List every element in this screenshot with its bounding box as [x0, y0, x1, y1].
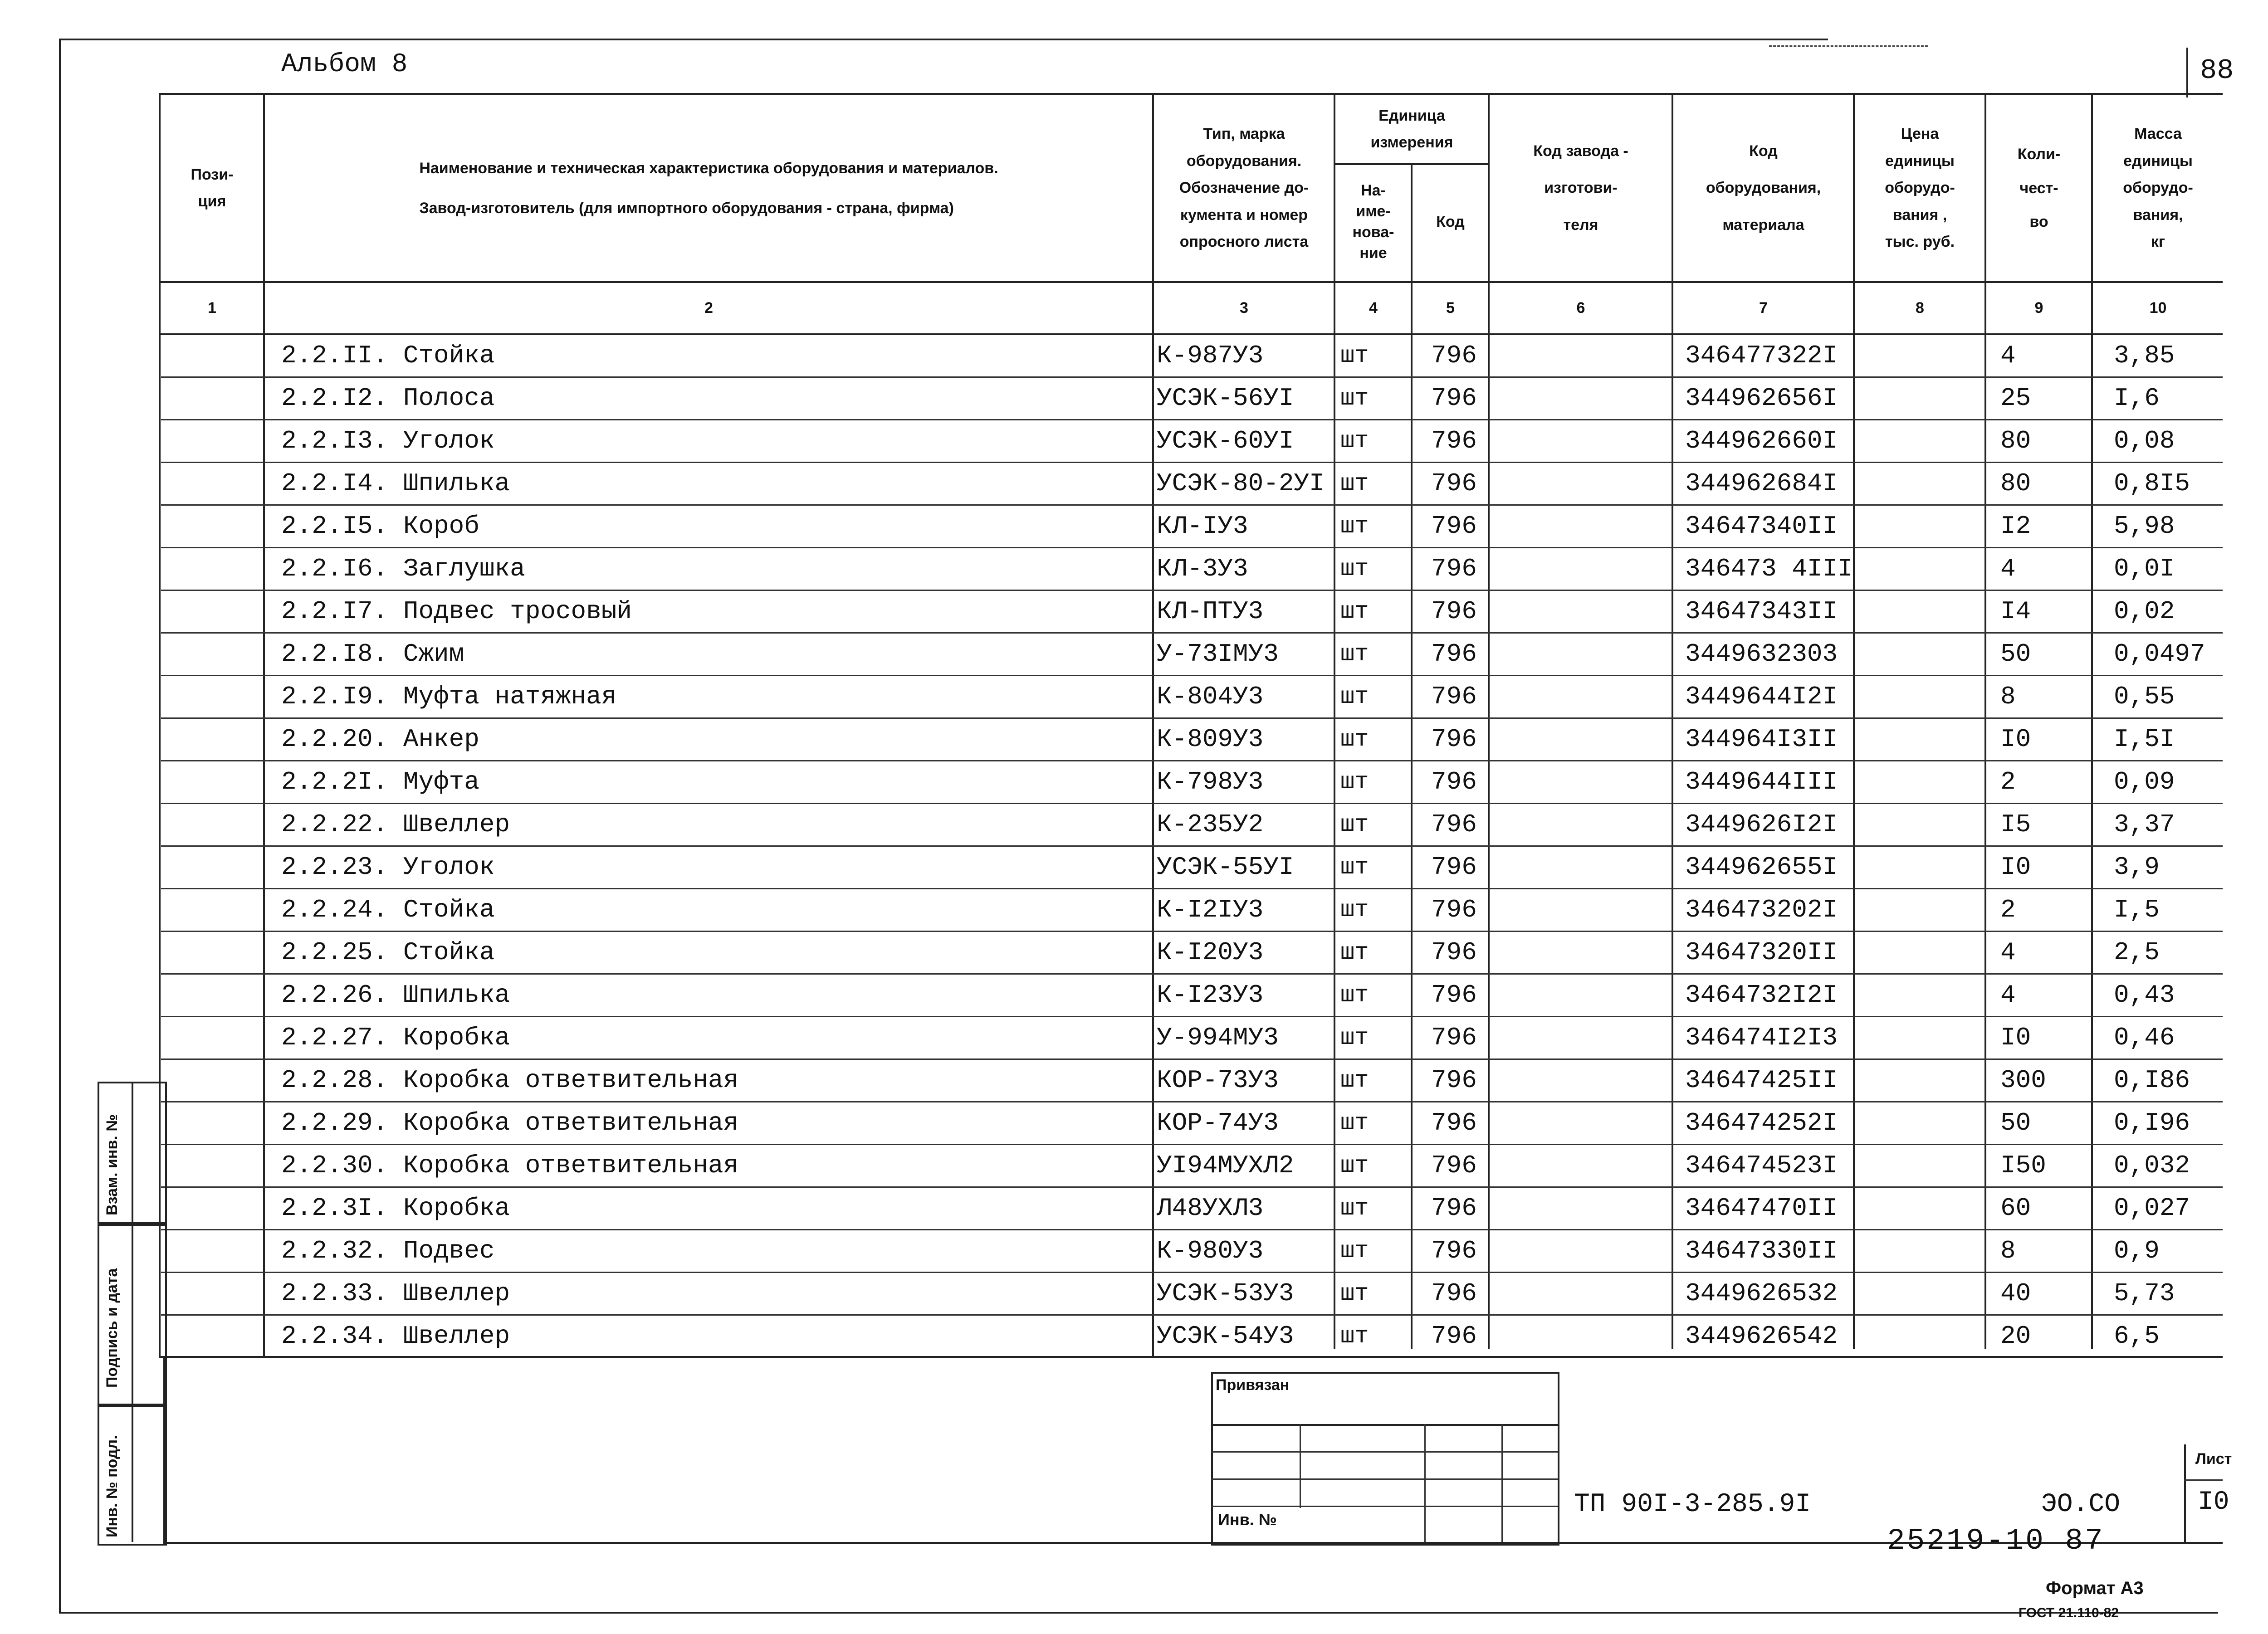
- table-row: [161, 676, 2223, 717]
- item-name: 2.2.I3. Уголок: [281, 426, 495, 455]
- table-row: [161, 846, 2223, 888]
- item-quantity: 80: [2000, 426, 2031, 455]
- item-type: К-987У3: [1157, 341, 1264, 370]
- item-mass: 3,85: [2114, 341, 2175, 370]
- col-number-1: 1: [208, 299, 216, 317]
- item-quantity: 8: [2000, 1236, 2016, 1265]
- item-name: 2.2.I4. Шпилька: [281, 469, 510, 498]
- item-quantity: 60: [2000, 1194, 2031, 1223]
- side-label-vzam: Взам. инв. №: [103, 1114, 121, 1215]
- item-mass: 0,08: [2114, 426, 2175, 455]
- item-type: К-798У3: [1157, 767, 1264, 796]
- header-factory-code: Код завода - изготови- теля: [1533, 142, 1628, 234]
- item-equipment-code: 3464732I2I: [1685, 980, 1838, 1010]
- table-row: [161, 420, 2223, 462]
- stamp-vline-3: [1501, 1424, 1503, 1542]
- item-unit: шт: [1340, 598, 1369, 625]
- header-mass: Масса единицы оборудо- вания, кг: [2123, 125, 2193, 251]
- table-row: [161, 1059, 2223, 1101]
- item-name: 2.2.2I. Муфта: [281, 767, 479, 796]
- item-type: К-235У2: [1157, 810, 1264, 839]
- header-equipment-code: Код оборудования, материала: [1706, 142, 1821, 234]
- item-quantity: I0: [2000, 725, 2031, 754]
- item-mass: 6,5: [2114, 1322, 2160, 1351]
- item-name: 2.2.29. Коробка ответвительная: [281, 1108, 739, 1137]
- header-bottom-border: [159, 281, 2223, 283]
- item-equipment-code: 34647320II: [1685, 938, 1838, 967]
- item-type: УСЭК-56УI: [1157, 384, 1294, 413]
- item-unit-code: 796: [1431, 597, 1477, 626]
- item-mass: 5,73: [2114, 1279, 2175, 1308]
- col-number-6: 6: [1576, 299, 1585, 317]
- list-label: Лист: [2195, 1450, 2232, 1468]
- item-equipment-code: 3449626532: [1685, 1279, 1838, 1308]
- item-quantity: I0: [2000, 853, 2031, 882]
- item-equipment-code: 346473202I: [1685, 895, 1838, 924]
- item-unit: шт: [1340, 1280, 1369, 1307]
- section-code: ЭО.СО: [2041, 1490, 2121, 1519]
- item-equipment-code: 34647343II: [1685, 597, 1838, 626]
- item-unit: шт: [1340, 981, 1369, 1009]
- item-quantity: I5: [2000, 810, 2031, 839]
- item-mass: 0,55: [2114, 682, 2175, 711]
- item-unit-code: 796: [1431, 682, 1477, 711]
- item-type: УСЭК-53У3: [1157, 1279, 1294, 1308]
- item-unit: шт: [1340, 640, 1369, 668]
- item-quantity: 20: [2000, 1322, 2031, 1351]
- table-row: [161, 761, 2223, 803]
- item-equipment-code: 34647425II: [1685, 1066, 1838, 1095]
- item-unit: шт: [1340, 1322, 1369, 1350]
- item-type: КЛ-IУ3: [1157, 512, 1248, 541]
- item-equipment-code: 34647330II: [1685, 1236, 1838, 1265]
- item-quantity: 25: [2000, 384, 2031, 413]
- item-equipment-code: 346474523I: [1685, 1151, 1838, 1180]
- item-mass: 0,02: [2114, 597, 2175, 626]
- col-number-4: 4: [1369, 299, 1378, 317]
- item-type: КОР-73У3: [1157, 1066, 1279, 1095]
- col-number-8: 8: [1916, 299, 1924, 317]
- stamp-line-4: [1211, 1506, 1558, 1507]
- item-name: 2.2.32. Подвес: [281, 1236, 495, 1265]
- item-mass: 2,5: [2114, 938, 2160, 967]
- item-equipment-code: 344962660I: [1685, 426, 1838, 455]
- item-type: К-809У3: [1157, 725, 1264, 754]
- stamp-vline-1: [1300, 1424, 1301, 1508]
- body-left-line: [163, 1356, 165, 1542]
- item-equipment-code: 3449632303: [1685, 639, 1838, 668]
- archive-number: 25219-10 87: [1887, 1524, 2105, 1558]
- item-unit-code: 796: [1431, 980, 1477, 1010]
- item-type: УСЭК-54У3: [1157, 1322, 1294, 1351]
- col-number-7: 7: [1759, 299, 1768, 317]
- item-equipment-code: 34647470II: [1685, 1194, 1838, 1223]
- item-unit: шт: [1340, 555, 1369, 582]
- list-box-divider: [2184, 1479, 2223, 1481]
- item-name: 2.2.30. Коробка ответвительная: [281, 1151, 739, 1180]
- item-type: КОР-74У3: [1157, 1108, 1279, 1137]
- stamp-line-3: [1211, 1478, 1558, 1480]
- item-name: 2.2.27. Коробка: [281, 1023, 510, 1052]
- sheet-corner-number: 88: [2200, 54, 2234, 87]
- list-number: I0: [2198, 1488, 2229, 1517]
- item-type: К-I2IУ3: [1157, 895, 1264, 924]
- item-mass: 5,98: [2114, 512, 2175, 541]
- document-code: ТП 90I-3-285.9I: [1574, 1490, 1811, 1519]
- item-unit-code: 796: [1431, 1279, 1477, 1308]
- item-equipment-code: 344962655I: [1685, 853, 1838, 882]
- side-label-inv-podl: Инв. № подл.: [103, 1435, 121, 1537]
- item-quantity: 50: [2000, 1108, 2031, 1137]
- frame-top-line: [59, 39, 1828, 40]
- item-unit-code: 796: [1431, 384, 1477, 413]
- frame-top-dashed: [1769, 45, 1928, 47]
- side-inner-line: [132, 1082, 133, 1542]
- table-row: [161, 889, 2223, 931]
- item-quantity: 4: [2000, 341, 2016, 370]
- item-type: УСЭК-55УI: [1157, 853, 1294, 882]
- table-row: [161, 377, 2223, 419]
- header-position: Пози- ция: [191, 166, 234, 210]
- item-unit-code: 796: [1431, 1066, 1477, 1095]
- item-unit-code: 796: [1431, 895, 1477, 924]
- item-type: К-804У3: [1157, 682, 1264, 711]
- item-unit-code: 796: [1431, 938, 1477, 967]
- item-unit-code: 796: [1431, 1322, 1477, 1351]
- item-name: 2.2.I7. Подвес тросовый: [281, 597, 632, 626]
- table-row: [161, 1102, 2223, 1144]
- item-mass: 0,0497: [2114, 639, 2205, 668]
- item-type: УI94МУХЛ2: [1157, 1151, 1294, 1180]
- gost-label: ГОСТ 21.110-82: [2019, 1605, 2119, 1620]
- item-equipment-code: 346473 4III: [1685, 554, 1853, 583]
- header-unit-group: Единица измерения: [1370, 107, 1453, 151]
- table-row: [161, 590, 2223, 632]
- item-quantity: I4: [2000, 597, 2031, 626]
- stamp-line-1: [1211, 1424, 1558, 1426]
- item-name: 2.2.I6. Заглушка: [281, 554, 525, 583]
- item-equipment-code: 3449626I2I: [1685, 810, 1838, 839]
- item-name: 2.2.24. Стойка: [281, 895, 495, 924]
- item-unit-code: 796: [1431, 767, 1477, 796]
- item-equipment-code: 346474252I: [1685, 1108, 1838, 1137]
- col-number-9: 9: [2034, 299, 2043, 317]
- item-unit-code: 796: [1431, 1023, 1477, 1052]
- table-row: [161, 1017, 2223, 1058]
- item-name: 2.2.3I. Коробка: [281, 1194, 510, 1223]
- frame-left-line: [59, 39, 61, 1612]
- item-type: УСЭК-60УI: [1157, 426, 1294, 455]
- item-mass: 3,37: [2114, 810, 2175, 839]
- item-unit: шт: [1340, 385, 1369, 412]
- item-quantity: 40: [2000, 1279, 2031, 1308]
- item-mass: 0,I96: [2114, 1108, 2190, 1137]
- item-mass: 3,9: [2114, 853, 2160, 882]
- item-unit: шт: [1340, 470, 1369, 497]
- item-name: 2.2.I9. Муфта натяжная: [281, 682, 617, 711]
- item-mass: 0,8I5: [2114, 469, 2190, 498]
- stamp-vline-2: [1424, 1424, 1426, 1542]
- item-unit: шт: [1340, 1152, 1369, 1179]
- item-quantity: 4: [2000, 980, 2016, 1010]
- item-unit-code: 796: [1431, 1194, 1477, 1223]
- table-row: [161, 633, 2223, 675]
- table-row: [161, 1187, 2223, 1229]
- stamp-inv-no: Инв. №: [1218, 1510, 1277, 1529]
- table-top-border: [159, 93, 2223, 95]
- table-row: [161, 718, 2223, 760]
- header-type: Тип, марка оборудования. Обозначение до- кумента и номер опросного листа: [1179, 125, 1309, 251]
- item-unit-code: 796: [1431, 725, 1477, 754]
- item-name: 2.2.I8. Сжим: [281, 639, 464, 668]
- item-type: Л48УХЛ3: [1157, 1194, 1264, 1223]
- item-name: 2.2.I2. Полоса: [281, 384, 495, 413]
- item-unit-code: 796: [1431, 512, 1477, 541]
- table-row: [161, 932, 2223, 973]
- item-equipment-code: 34647340II: [1685, 512, 1838, 541]
- item-unit: шт: [1340, 1237, 1369, 1264]
- item-mass: I,6: [2114, 384, 2160, 413]
- item-name: 2.2.23. Уголок: [281, 853, 495, 882]
- item-unit-code: 796: [1431, 853, 1477, 882]
- item-unit-code: 796: [1431, 810, 1477, 839]
- item-unit: шт: [1340, 342, 1369, 369]
- album-title: Альбом 8: [281, 50, 408, 79]
- table-row: [161, 974, 2223, 1016]
- item-type: КЛ-3У3: [1157, 554, 1248, 583]
- item-unit: шт: [1340, 811, 1369, 838]
- item-quantity: I2: [2000, 512, 2031, 541]
- item-name: 2.2.20. Анкер: [281, 725, 479, 754]
- item-unit-code: 796: [1431, 469, 1477, 498]
- item-unit-code: 796: [1431, 341, 1477, 370]
- header-name: Наименование и техническая характеристика оборудования и материалов. Завод-изготовитель (для импортного оборудования - страна, фирма): [419, 159, 998, 217]
- item-name: 2.2.28. Коробка ответвительная: [281, 1066, 739, 1095]
- item-equipment-code: 344962684I: [1685, 469, 1838, 498]
- item-mass: I,5I: [2114, 725, 2175, 754]
- item-equipment-code: 3449644III: [1685, 767, 1838, 796]
- item-type: У-73IМУ3: [1157, 639, 1279, 668]
- item-quantity: 80: [2000, 469, 2031, 498]
- item-name: 2.2.33. Швеллер: [281, 1279, 510, 1308]
- table-row: [161, 1273, 2223, 1314]
- item-quantity: I50: [2000, 1151, 2046, 1180]
- item-unit: шт: [1340, 1024, 1369, 1051]
- item-unit-code: 796: [1431, 554, 1477, 583]
- header-quantity: Коли- чест- во: [2017, 145, 2061, 231]
- item-mass: 0,I86: [2114, 1066, 2190, 1095]
- item-mass: I,5: [2114, 895, 2160, 924]
- item-mass: 0,0I: [2114, 554, 2175, 583]
- item-name: 2.2.I5. Короб: [281, 512, 479, 541]
- item-unit: шт: [1340, 896, 1369, 923]
- item-mass: 0,09: [2114, 767, 2175, 796]
- item-unit: шт: [1340, 1195, 1369, 1222]
- item-unit: шт: [1340, 512, 1369, 540]
- item-equipment-code: 344962656I: [1685, 384, 1838, 413]
- item-unit-code: 796: [1431, 1108, 1477, 1137]
- table-row: [161, 505, 2223, 547]
- stamp-privyazan: Привязан: [1216, 1376, 1290, 1394]
- header-price: Цена единицы оборудо- вания , тыс. руб.: [1885, 125, 1955, 251]
- item-unit: шт: [1340, 939, 1369, 966]
- item-unit: шт: [1340, 1109, 1369, 1136]
- item-quantity: 2: [2000, 895, 2016, 924]
- item-equipment-code: 346474I2I3: [1685, 1023, 1838, 1052]
- stamp-line-2: [1211, 1451, 1558, 1453]
- table-row: [161, 1145, 2223, 1186]
- item-quantity: 50: [2000, 639, 2031, 668]
- item-unit: шт: [1340, 726, 1369, 753]
- item-quantity: 4: [2000, 938, 2016, 967]
- table-row: [161, 548, 2223, 590]
- item-equipment-code: 3449644I2I: [1685, 682, 1838, 711]
- table-row: [161, 463, 2223, 504]
- format-label: Формат А3: [2046, 1578, 2144, 1598]
- item-quantity: 300: [2000, 1066, 2046, 1095]
- item-unit: шт: [1340, 1067, 1369, 1094]
- col-number-2: 2: [704, 299, 713, 317]
- col-number-5: 5: [1446, 299, 1455, 317]
- item-equipment-code: 346477322I: [1685, 341, 1838, 370]
- item-unit-code: 796: [1431, 426, 1477, 455]
- table-row: [161, 335, 2223, 376]
- item-mass: 0,9: [2114, 1236, 2160, 1265]
- item-type: У-994МУ3: [1157, 1023, 1279, 1052]
- item-equipment-code: 3449626542: [1685, 1322, 1838, 1351]
- table-bottom-border: [159, 1356, 2223, 1358]
- item-name: 2.2.26. Шпилька: [281, 980, 510, 1010]
- item-name: 2.2.II. Стойка: [281, 341, 495, 370]
- item-mass: 0,46: [2114, 1023, 2175, 1052]
- col-number-10: 10: [2149, 299, 2167, 317]
- header-unit-name: На- име- нова- ние: [1352, 182, 1394, 262]
- item-type: КЛ-ПТУ3: [1157, 597, 1264, 626]
- item-unit-code: 796: [1431, 1151, 1477, 1180]
- side-label-podpis: Подпись и дата: [103, 1268, 121, 1388]
- item-quantity: 2: [2000, 767, 2016, 796]
- item-unit: шт: [1340, 427, 1369, 454]
- item-equipment-code: 344964I3II: [1685, 725, 1838, 754]
- item-quantity: I0: [2000, 1023, 2031, 1052]
- table-row: [161, 1315, 2223, 1357]
- table-row: [161, 804, 2223, 845]
- item-name: 2.2.34. Швеллер: [281, 1322, 510, 1351]
- item-unit: шт: [1340, 683, 1369, 710]
- item-quantity: 4: [2000, 554, 2016, 583]
- item-mass: 0,43: [2114, 980, 2175, 1010]
- item-unit: шт: [1340, 768, 1369, 795]
- item-unit-code: 796: [1431, 639, 1477, 668]
- item-quantity: 8: [2000, 682, 2016, 711]
- item-mass: 0,027: [2114, 1194, 2190, 1223]
- item-type: УСЭК-80-2УI: [1157, 469, 1325, 498]
- col-number-3: 3: [1240, 299, 1248, 317]
- frame-bottom-line: [59, 1612, 2218, 1614]
- item-unit-code: 796: [1431, 1236, 1477, 1265]
- item-unit: шт: [1340, 854, 1369, 881]
- header-unit-code: Код: [1436, 213, 1465, 231]
- table-row: [161, 1230, 2223, 1272]
- item-type: К-I20У3: [1157, 938, 1264, 967]
- item-mass: 0,032: [2114, 1151, 2190, 1180]
- item-type: К-980У3: [1157, 1236, 1264, 1265]
- item-name: 2.2.25. Стойка: [281, 938, 495, 967]
- item-type: К-I23У3: [1157, 980, 1264, 1010]
- item-name: 2.2.22. Швеллер: [281, 810, 510, 839]
